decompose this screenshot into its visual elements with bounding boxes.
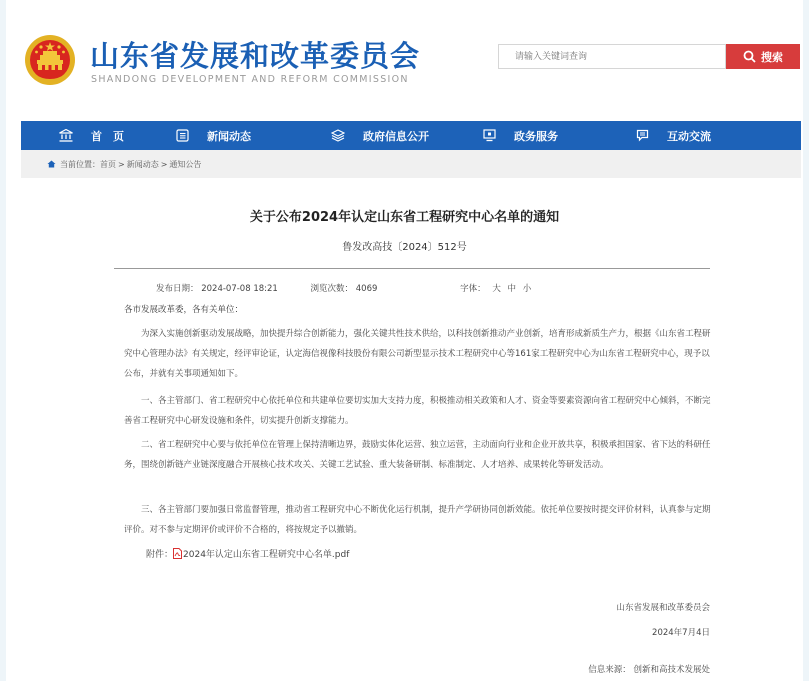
- doc-number: 鲁发改高技〔2024〕512号: [342, 242, 467, 253]
- paragraph-intro: 为深入实施创新驱动发展战略，加快提升综合创新能力，强化关键共性技术供给，以科技创新推动产业创新，培育形成新质生产力，根据《山东省工程研究中心管理办法》有关规定，经评审论证，认定海信视像科技股份有限公司新型显示技术工程研究中心等161家工程研究中心为山东省工程研究中心，现予以公布，并就有关事项通知如下。: [124, 329, 711, 379]
- nav-label-interaction: 互动交流: [667, 129, 711, 143]
- search-button-label: 搜索: [761, 50, 783, 64]
- home-icon: [47, 160, 56, 168]
- breadcrumb-news[interactable]: 新闻动态: [126, 159, 159, 169]
- breadcrumb-home[interactable]: 首页: [100, 159, 116, 169]
- nav-label-home: 首 页: [91, 129, 124, 143]
- breadcrumb: [21, 150, 801, 178]
- font-size-small[interactable]: 小: [522, 284, 532, 294]
- source-value: 创新和高技术发展处: [633, 665, 710, 675]
- search-button[interactable]: [726, 44, 800, 69]
- building-icon: [59, 129, 73, 142]
- main-nav: [21, 121, 801, 150]
- attachment-link[interactable]: 2024年认定山东省工程研究中心名单.pdf: [183, 550, 350, 560]
- nav-label-services: 政务服务: [514, 129, 558, 143]
- nav-item-gov-info[interactable]: [331, 121, 483, 150]
- paragraph-3: 三、各主管部门要加强日常监督管理，推动省工程研究中心不断优化运行机制，提升产学研协同创新效能。依托单位要按时提交评价材料，认真参与定期评价。对不参与定期评价或评价不合格的，将按规定予以撤销。: [124, 505, 711, 535]
- nav-label-news: 新闻动态: [207, 129, 251, 143]
- divider: [114, 268, 710, 269]
- font-label: 字体：: [460, 284, 486, 294]
- breadcrumb-separator: >: [118, 159, 125, 169]
- article-title: 关于公布2024年认定山东省工程研究中心名单的通知: [249, 210, 560, 225]
- header: [6, 0, 803, 118]
- publish-label: 发布日期：: [156, 284, 199, 294]
- page: [6, 0, 803, 681]
- site-subtitle: SHANDONG DEVELOPMENT AND REFORM COMMISSION: [91, 74, 409, 85]
- search-input[interactable]: [498, 44, 726, 69]
- layers-icon: [331, 129, 345, 142]
- pdf-icon: [173, 548, 182, 559]
- chat-icon: [636, 129, 649, 142]
- nav-item-interaction[interactable]: [636, 121, 766, 150]
- search-icon: [743, 50, 756, 63]
- salutation: 各市发展改革委，各有关单位：: [124, 305, 244, 315]
- font-size-medium[interactable]: 中: [507, 284, 517, 294]
- breadcrumb-notices[interactable]: 通知公告: [169, 159, 202, 169]
- article-meta: [156, 282, 531, 294]
- info-source: [588, 663, 710, 675]
- views-label: 浏览次数：: [310, 284, 354, 294]
- attachment: [146, 547, 349, 560]
- signature-org: 山东省发展和改革委员会: [616, 603, 710, 613]
- nav-label-gov-info: 政府信息公开: [363, 129, 429, 143]
- news-icon: [176, 129, 189, 142]
- paragraph-2: 二、省工程研究中心要与依托单位在管理上保持清晰边界，鼓励实体化运营、独立运营，主动面向行业和企业开放共享，积极承担国家、省下达的科研任务，围绕创新链产业链深度融合开展核心技术攻关、关键工艺试验、重大装备研制、标准制定、人才培养、成果转化等研发活动。: [124, 440, 711, 470]
- nav-item-home[interactable]: [59, 121, 176, 150]
- breadcrumb-separator: >: [160, 159, 168, 169]
- paragraph-1: 一、各主管部门、省工程研究中心依托单位和共建单位要切实加大支持力度，积极推动相关政策和人才、资金等要素资源向省工程研究中心倾斜，不断完善省工程研究中心研发设施和条件，切实提升创新支撑能力。: [124, 396, 711, 426]
- nav-item-news[interactable]: [176, 121, 331, 150]
- source-label: 信息来源：: [588, 665, 631, 675]
- publish-date: 2024-07-08 18:21: [201, 284, 278, 294]
- breadcrumb-prefix: 当前位置：: [60, 159, 100, 169]
- nav-item-services[interactable]: [483, 121, 636, 150]
- site-title[interactable]: 山东省发展和改革委员会: [90, 39, 421, 73]
- national-emblem-icon: [24, 34, 76, 86]
- views-count: 4069: [355, 284, 378, 294]
- monitor-icon: [483, 129, 496, 142]
- signature-date: 2024年7月4日: [652, 628, 710, 638]
- attachment-label: 附件：: [146, 550, 174, 560]
- font-size-large[interactable]: 大: [492, 284, 501, 294]
